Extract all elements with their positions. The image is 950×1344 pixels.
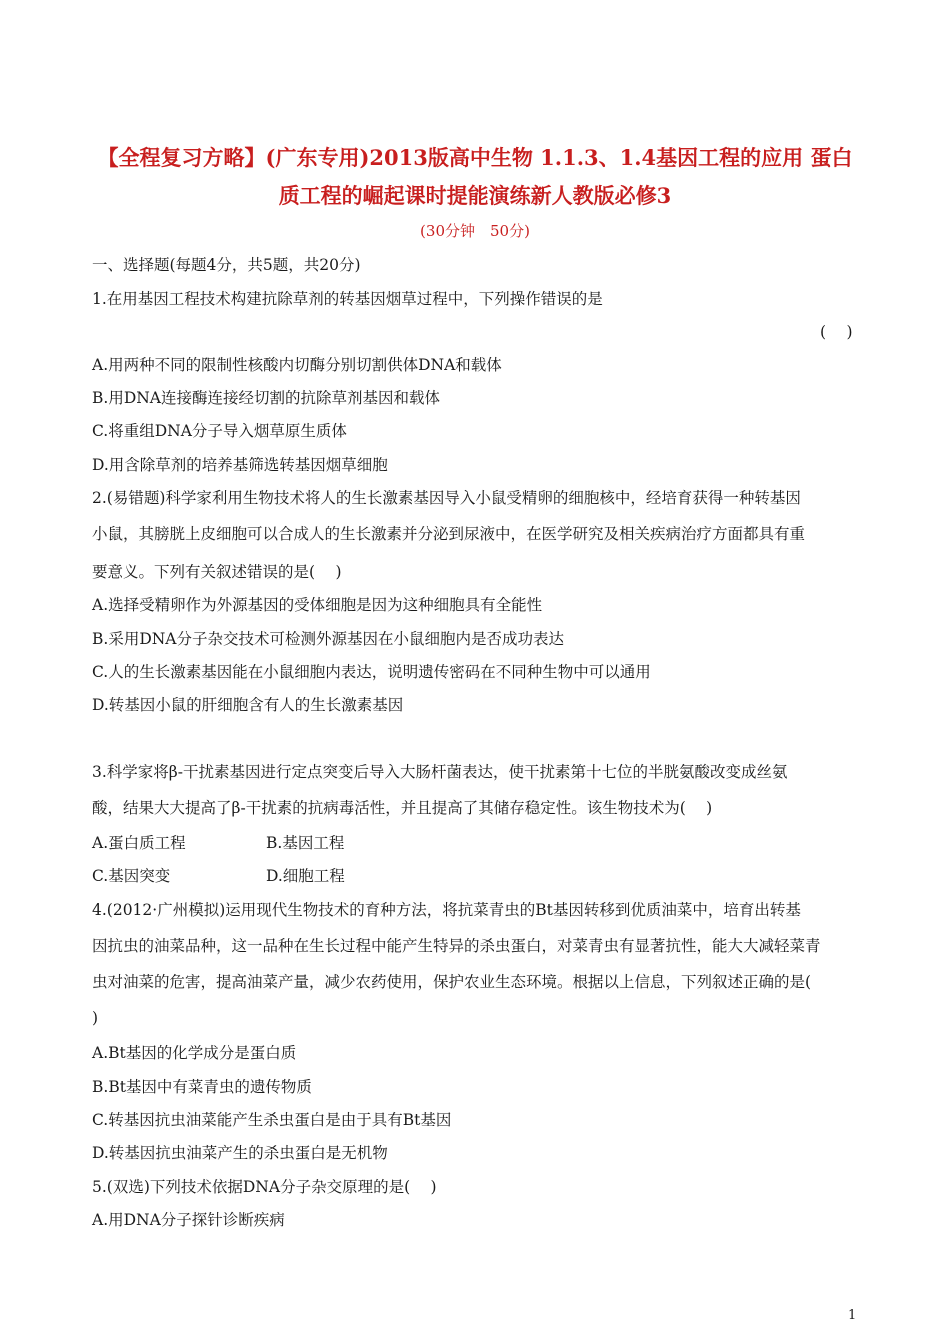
question-4-option-c: C.转基因抗虫油菜能产生杀虫蛋白是由于具有Bt基因 [92, 1111, 452, 1129]
page-number: 1 [848, 1308, 857, 1323]
question-2-option-d: D.转基因小鼠的肝细胞含有人的生长激素基因 [92, 696, 404, 714]
document-title-line-1: 【全程复习方略】(广东专用)2013版高中生物 1.1.3、1.4基因工程的应用 蛋白 [97, 145, 853, 170]
question-1-option-b: B.用DNA连接酶连接经切割的抗除草剂基因和载体 [92, 389, 441, 407]
section-heading: 一、选择题(每题4分，共5题，共20分) [92, 256, 361, 274]
question-5-stem: 5.(双选)下列技术依据DNA分子杂交原理的是( ) [92, 1178, 437, 1196]
question-1-answer-bracket: ( ) [820, 323, 853, 341]
question-2-stem-line-1: 2.(易错题)科学家利用生物技术将人的生长激素基因导入小鼠受精卵的细胞核中，经培育获得一种转基因 [92, 489, 801, 507]
document-title-line-2: 质工程的崛起课时提能演练新人教版必修3 [278, 183, 672, 208]
question-1-option-c: C.将重组DNA分子导入烟草原生质体 [92, 422, 347, 440]
question-3-option-c: C.基因突变 [92, 867, 171, 885]
question-3-stem-line-2: 酸，结果大大提高了β-干扰素的抗病毒活性，并且提高了其储存稳定性。该生物技术为( ) [92, 799, 713, 817]
question-3-stem-line-1: 3.科学家将β-干扰素基因进行定点突变后导入大肠杆菌表达，使干扰素第十七位的半胱氨酸改变成丝氨 [92, 763, 788, 781]
question-3-option-a: A.蛋白质工程 [92, 834, 186, 852]
question-2-option-a: A.选择受精卵作为外源基因的受体细胞是因为这种细胞具有全能性 [92, 596, 543, 614]
question-2-stem-line-2: 小鼠，其膀胱上皮细胞可以合成人的生长激素并分泌到尿液中，在医学研究及相关疾病治疗方面都具有重 [92, 525, 806, 543]
question-4-stem-line-4: ) [92, 1009, 99, 1027]
question-1-option-a: A.用两种不同的限制性核酸内切酶分别切割供体DNA和载体 [92, 356, 502, 374]
question-4-option-a: A.Bt基因的化学成分是蛋白质 [92, 1044, 297, 1062]
question-2-option-c: C.人的生长激素基因能在小鼠细胞内表达，说明遗传密码在不同种生物中可以通用 [92, 663, 651, 681]
question-1-option-d: D.用含除草剂的培养基筛选转基因烟草细胞 [92, 456, 388, 474]
question-5-option-a: A.用DNA分子探针诊断疾病 [92, 1211, 285, 1229]
question-4-stem-line-2: 因抗虫的油菜品种，这一品种在生长过程中能产生特异的杀虫蛋白，对菜青虫有显著抗性，能大大减轻菜青 [92, 937, 821, 955]
question-1-stem: 1.在用基因工程技术构建抗除草剂的转基因烟草过程中，下列操作错误的是 [92, 290, 603, 308]
question-2-stem-line-3: 要意义。下列有关叙述错误的是( ) [92, 563, 342, 581]
question-2-option-b: B.采用DNA分子杂交技术可检测外源基因在小鼠细胞内是否成功表达 [92, 630, 565, 648]
question-4-option-b: B.Bt基因中有菜青虫的遗传物质 [92, 1078, 312, 1096]
time-info: (30分钟 50分) [420, 222, 530, 240]
question-4-stem-line-3: 虫对油菜的危害，提高油菜产量，减少农药使用，保护农业生态环境。根据以上信息，下列叙述正确的是( [92, 973, 812, 991]
question-3-option-d: D.细胞工程 [266, 867, 345, 885]
question-4-option-d: D.转基因抗虫油菜产生的杀虫蛋白是无机物 [92, 1144, 388, 1162]
question-3-option-b: B.基因工程 [266, 834, 345, 852]
question-4-stem-line-1: 4.(2012·广州模拟)运用现代生物技术的育种方法，将抗菜青虫的Bt基因转移到优质油菜中，培育出转基 [92, 901, 801, 919]
